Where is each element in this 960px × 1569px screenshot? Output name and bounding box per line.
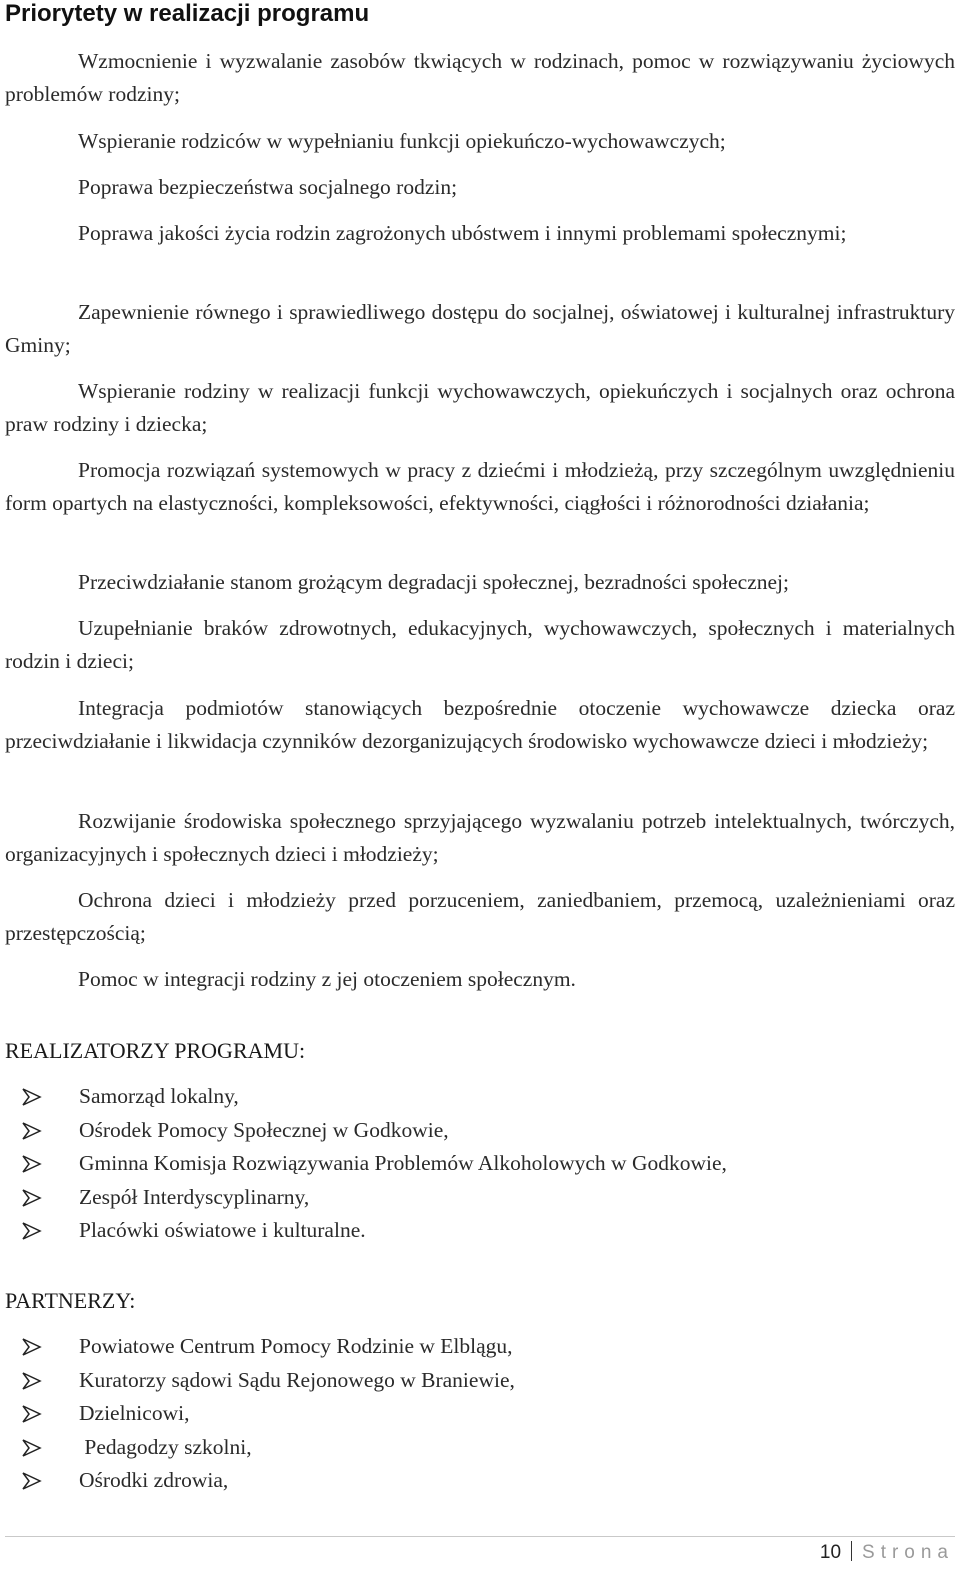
list-item-label: Zespół Interdyscyplinarny, xyxy=(79,1184,310,1209)
priority-paragraph: Pomoc w integracji rodziny z jej otoczeniem społecznym. xyxy=(78,967,576,991)
priority-paragraph: Przeciwdziałanie stanom grożącym degradacji społecznej, bezradności społecznej; xyxy=(78,570,789,594)
list-item-label: Pedagodzy szkolni, xyxy=(79,1434,252,1459)
list-item-label: Samorząd lokalny, xyxy=(79,1084,239,1108)
footer-divider-line xyxy=(5,1536,955,1537)
arrowhead-bullet-icon xyxy=(22,1088,42,1106)
footer-separator xyxy=(851,1541,852,1561)
list-item-label: Ośrodek Pomocy Społecznej w Godkowie, xyxy=(79,1117,449,1142)
page-label: Strona xyxy=(862,1542,954,1563)
priority-paragraph: Poprawa jakości życia rodzin zagrożonych ubóstwem i innymi problemami społecznymi; xyxy=(78,221,847,245)
priority-paragraph: Wzmocnienie i wyzwalanie zasobów tkwiących w rodzinach, pomoc w rozwiązywaniu życiowych problemów rodziny; xyxy=(5,49,955,106)
priority-paragraph: Wspieranie rodziców w wypełnianiu funkcji opiekuńczo-wychowawczych; xyxy=(78,129,726,153)
page-title: Priorytety w realizacji programu xyxy=(5,0,370,27)
priority-paragraph: Zapewnienie równego i sprawiedliwego dostępu do socjalnej, oświatowej i kulturalnej infrastruktury Gminy; xyxy=(5,300,955,357)
arrowhead-bullet-icon xyxy=(22,1338,42,1356)
priority-paragraph: Wspieranie rodziny w realizacji funkcji wychowawczych, opiekuńczych i socjalnych oraz ochrona praw rodziny i dziecka; xyxy=(5,379,955,436)
list-item-label: Powiatowe Centrum Pomocy Rodzinie w Elblągu, xyxy=(79,1334,513,1358)
arrowhead-bullet-icon xyxy=(22,1155,42,1173)
arrowhead-bullet-icon xyxy=(22,1472,42,1490)
priority-paragraph: Integracja podmiotów stanowiących bezpośrednie otoczenie wychowawcze dziecka oraz przeciwdziałanie i likwidacja czynników dezorganizujących środowisko wychowawcze dzieci i młodzieży; xyxy=(5,696,955,753)
list-item-label: Dzielnicowi, xyxy=(79,1401,190,1425)
list-item-label: Placówki oświatowe i kulturalne. xyxy=(79,1218,366,1242)
arrowhead-bullet-icon xyxy=(22,1189,42,1207)
priority-paragraph: Uzupełnianie braków zdrowotnych, edukacyjnych, wychowawczych, społecznych i materialnych rodzin i dzieci; xyxy=(5,616,955,673)
arrowhead-bullet-icon xyxy=(22,1222,42,1240)
page-number: 10 xyxy=(819,1542,842,1563)
priority-paragraph: Ochrona dzieci i młodzieży przed porzuceniem, zaniedbaniem, przemocą, uzależnieniami oraz przestępczością; xyxy=(5,888,955,945)
priority-paragraph: Promocja rozwiązań systemowych w pracy z dziećmi i młodzieżą, przy szczególnym uwzględnieniu form opartych na elastyczności, kompleksowości, efektywności, ciągłości i różnorodności działania; xyxy=(5,458,955,515)
arrowhead-bullet-icon xyxy=(22,1372,42,1390)
partners-heading: PARTNERZY: xyxy=(5,1288,136,1313)
list-item-label: Gminna Komisja Rozwiązywania Problemów Alkoholowych w Godkowie, xyxy=(79,1151,727,1175)
page-footer xyxy=(820,1541,954,1565)
arrowhead-bullet-icon xyxy=(22,1405,42,1423)
realizers-heading: REALIZATORZY PROGRAMU: xyxy=(5,1038,306,1063)
priority-paragraph: Poprawa bezpieczeństwa socjalnego rodzin; xyxy=(78,175,458,199)
list-item-label: Kuratorzy sądowi Sądu Rejonowego w Braniewie, xyxy=(79,1367,515,1392)
arrowhead-bullet-icon xyxy=(22,1439,42,1457)
list-item-label: Ośrodki zdrowia, xyxy=(79,1468,229,1492)
arrowhead-bullet-icon xyxy=(22,1122,42,1140)
priority-paragraph: Rozwijanie środowiska społecznego sprzyjającego wyzwalaniu potrzeb intelektualnych, twórczych, organizacyjnych i społecznych dzieci i młodzieży; xyxy=(5,809,955,866)
